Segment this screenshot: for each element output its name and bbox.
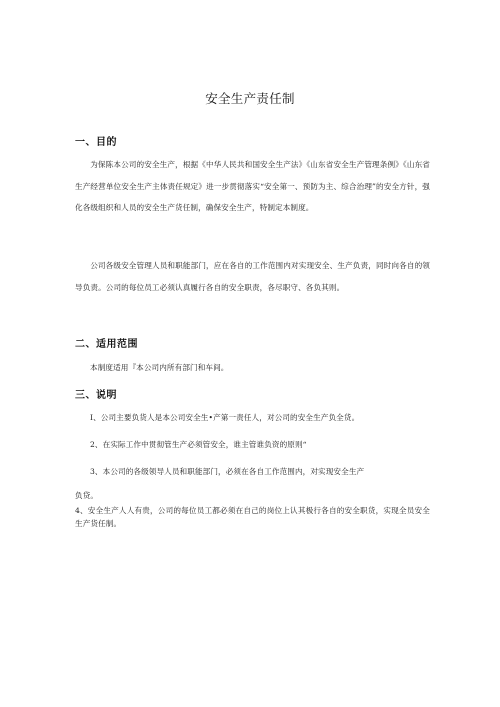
- purpose-paragraph-2: 公司各级安全管理人员和职能部门，应在各自的工作范围内对实现安全、生产负责，同时向各自的领导负责。公司的每位员工必须认真履行各自的安全职责，各尽职守、各负其则。: [75, 261, 430, 292]
- notes-item-3-continued: 负贷。: [75, 491, 99, 500]
- notes-item-1: I、公司主要负货人是本公司安全生•产第一责任人，对公司的安全生产负全货。: [90, 413, 360, 422]
- notes-item-2: 2、在实际工作中贯彻管生产必须管安全，谁主管谁负资的原则“: [90, 440, 307, 449]
- document-title: 安全生产责任制: [205, 91, 295, 106]
- section-heading-purpose: 一、目的: [75, 137, 117, 148]
- section-heading-scope: 二、适用范围: [75, 339, 138, 350]
- purpose-paragraph-1: 为保陈本公司的安全生产，根据《中华人民共和国安全生产法》《山东省安全生产管理条例》《山东省生产经营单位安全生产主体责任规定》进一步贯彻落实“安全第一、预防为主、综合治理”的安全方针，强化各级组织和人员的安全生产货任制，确保安全生产，特制定本制度。: [75, 160, 430, 212]
- notes-item-4: 4、安全生产人人有贵，公司的每位员工都必须在自己的岗位上认其极行各自的安全职货，实现全员安全生产货任制。: [75, 506, 430, 528]
- scope-paragraph: 本制度适用『本公司内所有部门和车间。: [90, 363, 229, 372]
- notes-item-3: 3、本公司的各级领导人员和职能部门，必须在各自工作范围内，对实现安全生产: [90, 467, 365, 476]
- section-heading-notes: 三、说明: [75, 390, 117, 401]
